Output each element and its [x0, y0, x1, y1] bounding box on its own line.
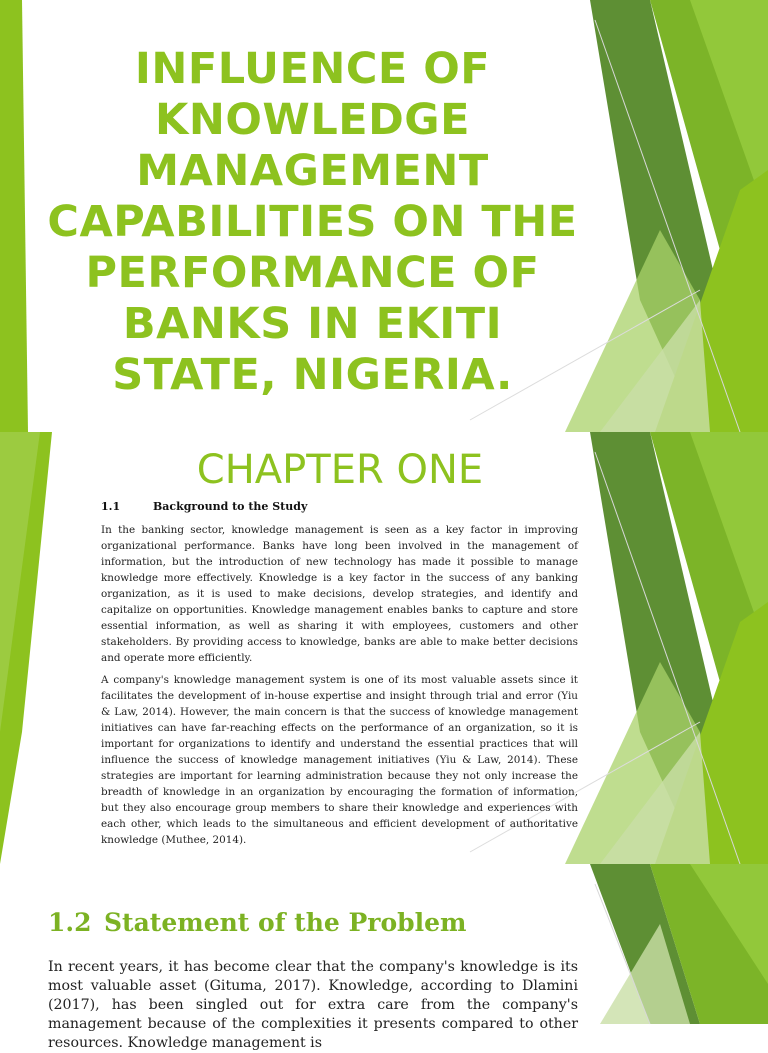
body-paragraph: In recent years, it has become clear that the company's knowledge is its most valuable asset (Gituma, 2017). Knowledge, according to Dlamini (2017), has been singled out for extra care from the company's management because of the complexities it presents compared to other resources. Knowledge management is	[48, 959, 578, 1051]
body-paragraph: In the banking sector, knowledge management is seen as a key factor in improving organizational performance. Banks have long been involved in the management of information, but the introduction of new technology has made it possible to manage knowledge more effectively. Knowledge is a key factor in the success of any banking organization, as it is used to make decisions, develop strategies, and identify and capitalize on opportunities. Knowledge management enables banks to capture and store essential information, as well as sharing it with employees, customers and other stakeholders. By providing access to knowledge, banks are able to make better decisions and operate more efficiently.	[101, 524, 578, 664]
section-heading	[48, 908, 467, 937]
section-title: Statement of the Problem	[104, 908, 467, 937]
section-number: 1.2	[48, 908, 92, 937]
title-slide	[0, 0, 768, 432]
document-title: INFLUENCE OF KNOWLEDGE MANAGEMENT CAPABILITIES ON THE PERFORMANCE OF BANKS IN EKITI STATE, NIGERIA.	[47, 44, 578, 400]
chapter-heading: CHAPTER ONE	[196, 447, 484, 493]
problem-slide	[0, 864, 768, 1051]
section-number: 1.1	[101, 500, 121, 513]
body-paragraph: A company's knowledge management system is one of its most valuable assets since it facilitates the development of in-house expertise and insight through trial and error (Yiu & Law, 2014). However, the main concern is that the success of knowledge management initiatives can have far-reaching effects on the performance of an organization, so it is important for organizations to identify and understand the essential practices that will influence the success of knowledge management initiatives (Yiu & Law, 2014). These strategies are important for learning administration because they not only increase the breadth of knowledge in an organization by encouraging the formation of information, but they also encourage group members to share their knowledge and experiences with each other, which leads to the simultaneous and efficient development of authoritative knowledge (Muthee, 2014).	[101, 674, 578, 846]
section-title: Background to the Study	[153, 500, 308, 513]
chapter-slide	[0, 432, 768, 864]
section-heading	[101, 500, 307, 513]
